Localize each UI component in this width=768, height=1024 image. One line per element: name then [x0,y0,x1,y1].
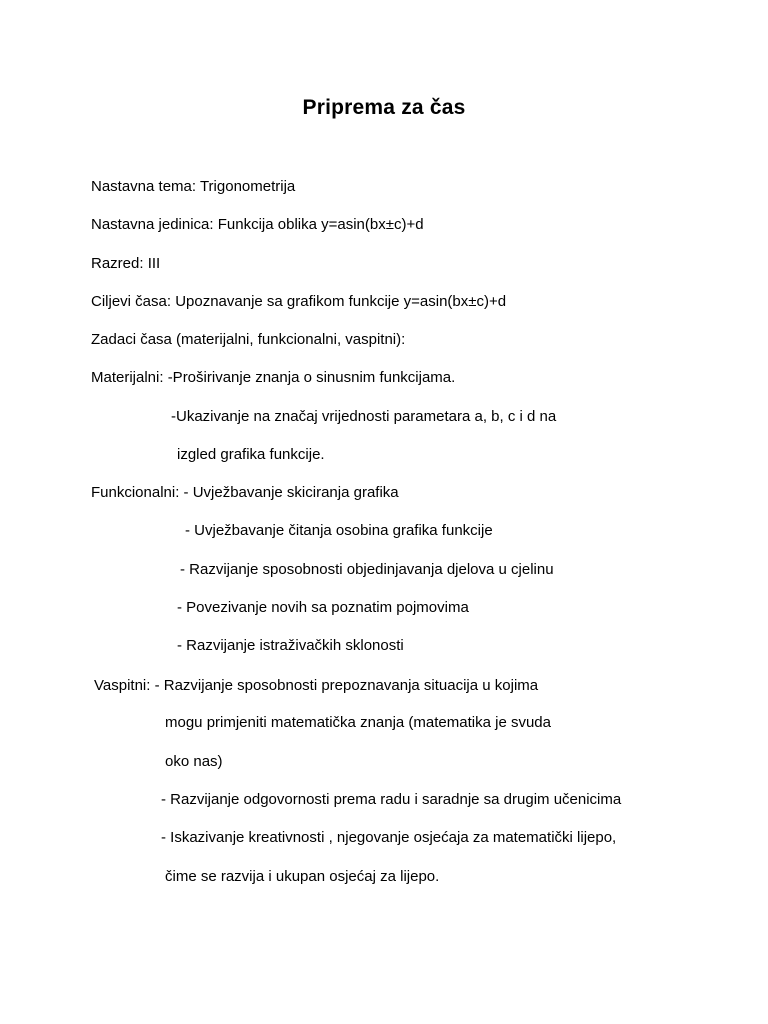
line-vaspitni-3: oko nas) [165,753,223,770]
line-materijalni: Materijalni: -Proširivanje znanja o sinusnim funkcijama. [91,369,456,386]
line-vaspitni: Vaspitni: - Razvijanje sposobnosti prepoznavanja situacija u kojima [94,677,539,694]
line-vaspitni-5: - Iskazivanje kreativnosti , njegovanje osjećaja za matematički lijepo, [161,829,617,846]
line-funkcionalni-4: - Povezivanje novih sa poznatim pojmovima [177,599,469,616]
line-funkcionalni-5: - Razvijanje istraživačkih sklonosti [177,637,404,654]
line-zadaci-casa: Zadaci časa (materijalni, funkcionalni, vaspitni): [91,331,406,348]
line-funkcionalni: Funkcionalni: - Uvježbavanje skiciranja grafika [91,484,399,501]
line-vaspitni-4: - Razvijanje odgovornosti prema radu i saradnje sa drugim učenicima [161,791,622,808]
line-ciljevi-casa: Ciljevi časa: Upoznavanje sa grafikom funkcije y=asin(bx±c)+d [91,293,507,310]
line-materijalni-2: -Ukazivanje na značaj vrijednosti parametara a, b, c i d na [171,408,557,425]
line-funkcionalni-2: - Uvježbavanje čitanja osobina grafika funkcije [185,522,493,539]
line-vaspitni-2: mogu primjeniti matematička znanja (matematika je svuda [165,714,551,731]
line-nastavna-jedinica: Nastavna jedinica: Funkcija oblika y=asin(bx±c)+d [91,216,424,233]
line-funkcionalni-3: - Razvijanje sposobnosti objedinjavanja djelova u cjelinu [180,561,554,578]
line-nastavna-tema: Nastavna tema: Trigonometrija [91,178,296,195]
line-materijalni-3: izgled grafika funkcije. [177,446,325,463]
page-title: Priprema za čas [302,96,466,119]
line-vaspitni-6: čime se razvija i ukupan osjećaj za lijepo. [165,868,440,885]
line-razred: Razred: III [91,255,161,272]
